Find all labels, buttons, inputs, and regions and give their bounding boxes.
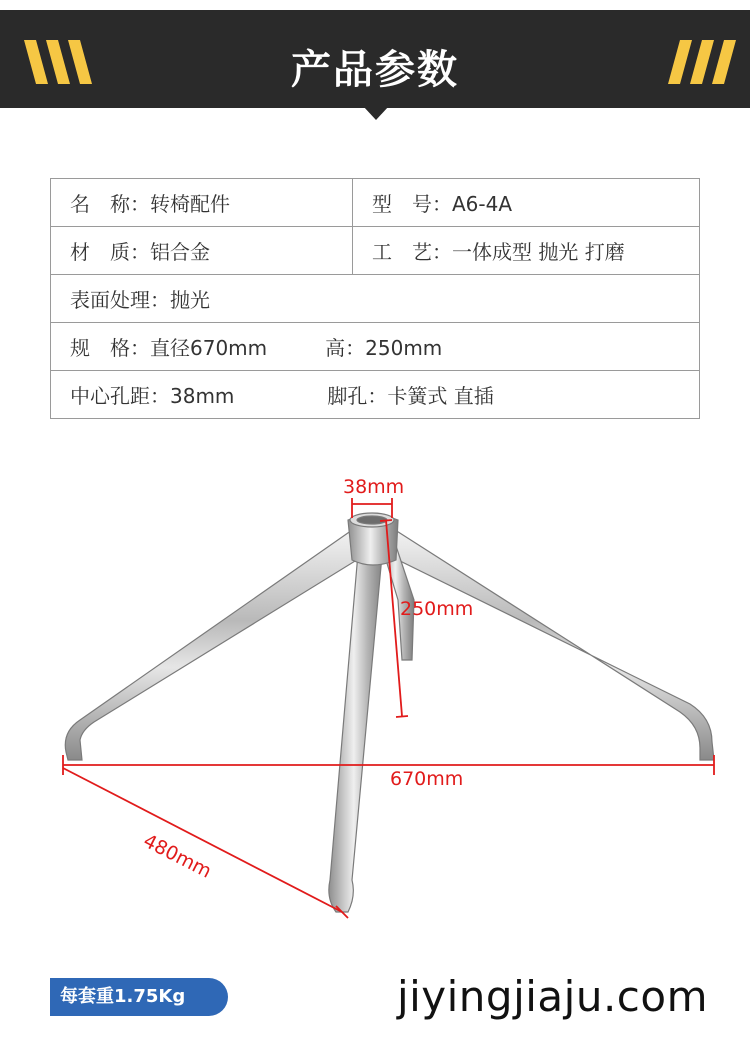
spec-size-cell — [51, 323, 700, 371]
dim-480mm-label: 480mm — [139, 829, 216, 883]
spec-row — [51, 323, 700, 371]
spec-table — [50, 178, 700, 419]
chair-base-illustration — [0, 440, 750, 960]
spec-foot-hole: 脚孔：卡簧式 直插 — [327, 384, 494, 408]
stripes-right-decoration — [668, 40, 738, 84]
spec-craft: 工 艺：一体成型 抛光 打磨 — [353, 227, 700, 275]
dim-250mm-label: 250mm — [400, 598, 474, 620]
spec-row — [51, 227, 700, 275]
spec-model: 型 号：A6-4A — [353, 179, 700, 227]
spec-size: 规 格：直径670mm — [70, 336, 268, 360]
page-title: 产品参数 — [291, 47, 459, 93]
spec-height: 高：250mm — [325, 336, 443, 360]
header-notch — [363, 106, 389, 120]
page-header — [0, 10, 750, 108]
spec-row — [51, 275, 700, 323]
spec-material: 材 质：铝合金 — [51, 227, 353, 275]
spec-hole-cell — [51, 371, 700, 419]
spec-name: 名 称：转椅配件 — [51, 179, 353, 227]
spec-surface: 表面处理：抛光 — [51, 275, 700, 323]
spec-row — [51, 371, 700, 419]
site-url: jiyingjiaju.com — [396, 972, 708, 1021]
spec-row — [51, 179, 700, 227]
spec-hole-spacing: 中心孔距：38mm — [70, 384, 235, 408]
dim-670mm-label: 670mm — [390, 768, 464, 790]
dim-38mm-label: 38mm — [343, 476, 405, 498]
weight-badge: 每套重1.75Kg — [50, 978, 228, 1016]
